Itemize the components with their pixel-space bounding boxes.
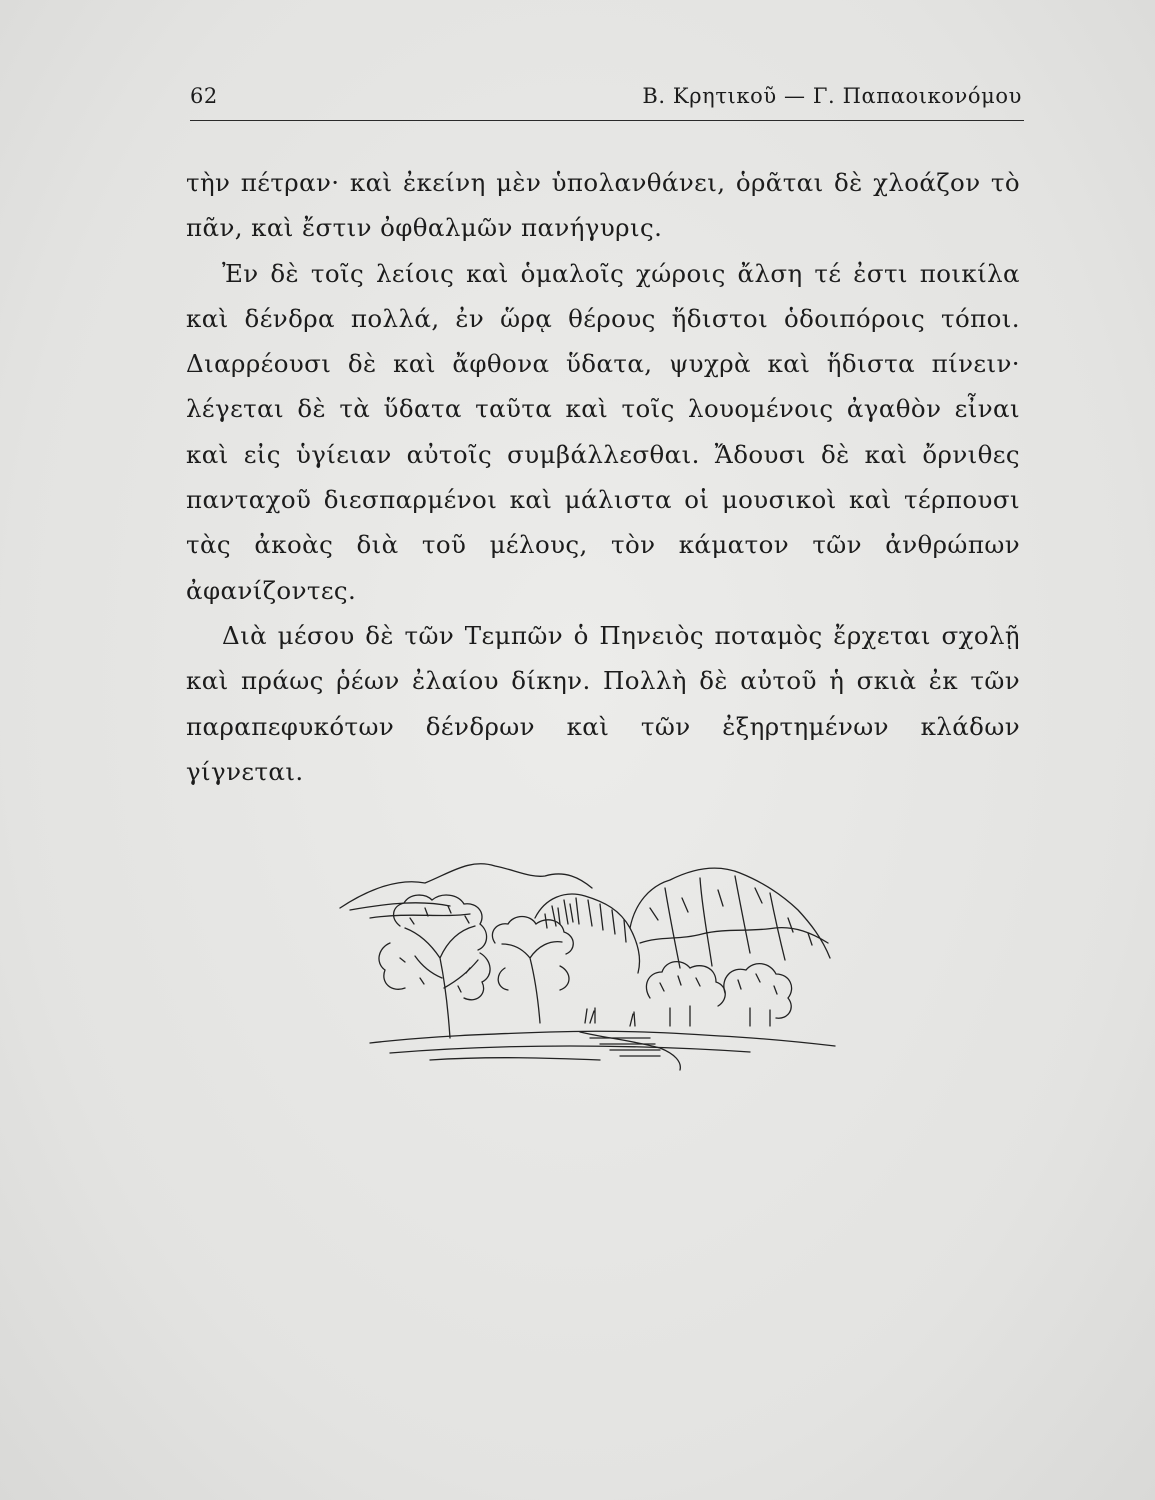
tempe-valley-sketch-icon bbox=[330, 848, 840, 1073]
paragraph-2: Ἐν δὲ τοῖς λείοις καὶ ὁμαλοῖς χώροις ἄλση τέ ἐστι ποικίλα καὶ δένδρα πολλά, ἐν ὥρᾳ θέρους ἥδιστοι ὁδοιπόροις τόποι. Διαρρέουσι δὲ καὶ ἄφθονα ὕδατα, ψυχρὰ καὶ ἥδιστα πίνειν· λέγεται δὲ τὰ ὕδατα ταῦτα καὶ τοῖς λουομένοις ἀγαθὸν εἶναι καὶ εἰς ὑγίειαν αὐτοῖς συμβάλλεσθαι. Ἄδουσι δὲ καὶ ὄρνιθες πανταχοῦ διεσπαρμένοι καὶ μάλιστα οἱ μουσικοὶ καὶ τέρπουσι τὰς ἀκοὰς διὰ τοῦ μέλους, τὸν κάματον τῶν ἀνθρώπων ἀφανίζοντες. bbox=[186, 258, 1020, 605]
paragraph-3: Διὰ μέσου δὲ τῶν Τεμπῶν ὁ Πηνειὸς ποταμὸς ἔρχεται σχολῇ καὶ πράως ῥέων ἐλαίου δίκην. Πολλὴ δὲ αὐτοῦ ἡ σκιὰ ἐκ τῶν παραπεφυκότων δένδρων καὶ τῶν ἐξηρτημένων κλάδων γίγνεται. bbox=[186, 620, 1020, 786]
paragraph-1: τὴν πέτραν· καὶ ἐκείνη μὲν ὑπολανθάνει, ὁρᾶται δὲ χλοάζον τὸ πᾶν, καὶ ἔστιν ὀφθαλμῶν πανήγυρις. bbox=[186, 168, 1020, 243]
running-head bbox=[190, 78, 1022, 118]
body-text bbox=[186, 160, 1020, 794]
page-number: 62 bbox=[190, 84, 218, 108]
header-rule bbox=[190, 120, 1024, 121]
running-title: Β. Κρητικοῦ — Γ. Παπαοικονόμου bbox=[642, 84, 1022, 108]
